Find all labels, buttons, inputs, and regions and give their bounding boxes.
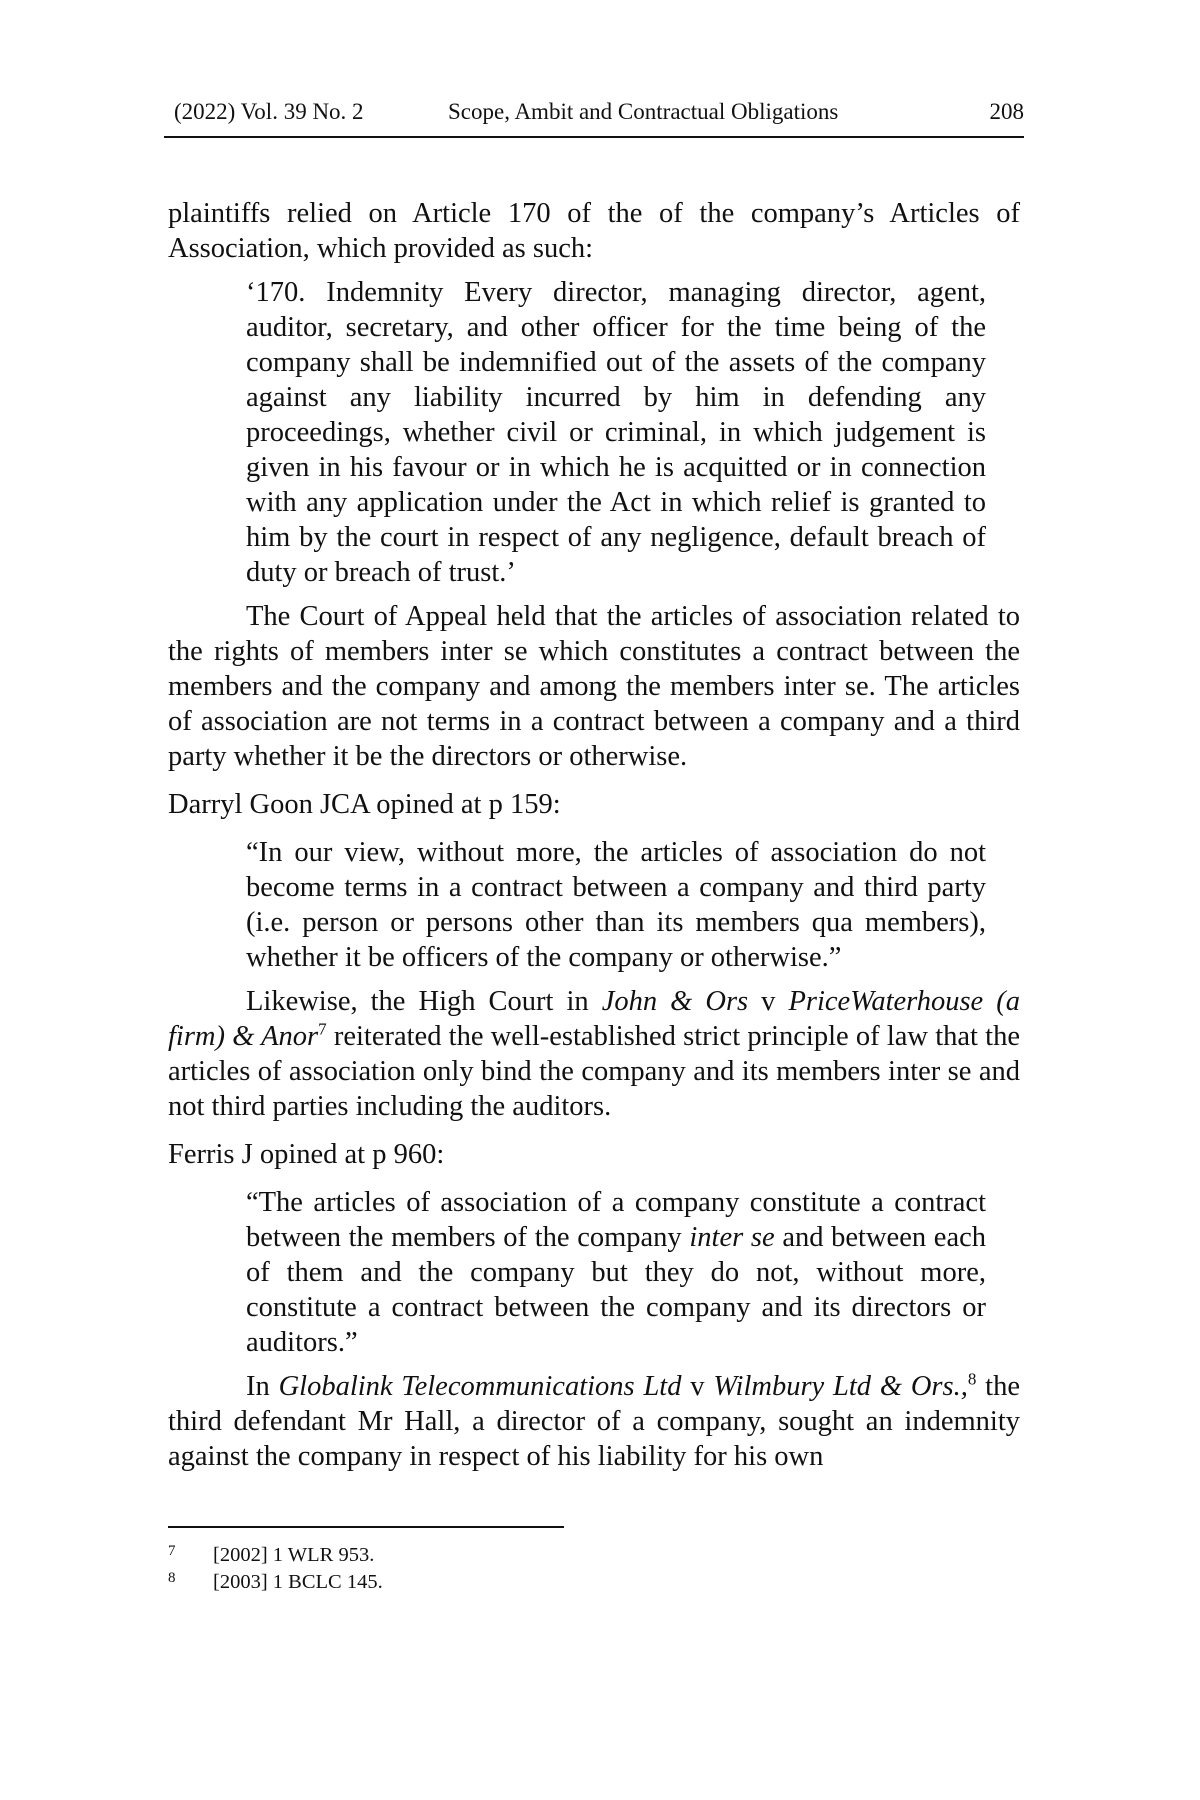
text-run: and between each of them and the company but they do not, without more, constitute a contract between the company and its directors or auditors.” [246, 1222, 986, 1358]
paragraph: plaintiffs relied on Article 170 of the of the company’s Articles of Association, which provided as such: [168, 198, 1020, 264]
case-name: PriceWaterhouse (a firm) & Anor [168, 986, 1020, 1052]
paragraph: The Court of Appeal held that the articles of association related to the rights of members inter se which constitutes a contract between the members and the company and among the members inter se. The articles of association are not terms in a contract between a company and a third party whether it be the directors or otherwise. [168, 601, 1020, 772]
case-name: Wilmbury Ltd & Ors., [713, 1371, 968, 1402]
footnote-text: [2003] 1 BCLC 145. [213, 1571, 383, 1593]
header-rule [164, 136, 1024, 138]
running-title: Scope, Ambit and Contractual Obligations [448, 99, 839, 124]
footnote-text: [2002] 1 WLR 953. [213, 1544, 375, 1566]
block-quote [246, 1185, 986, 1360]
italic-term: inter se [689, 1222, 775, 1253]
text-run: “The articles of association of a company constitute a contract between the members of the company [246, 1187, 986, 1253]
paragraph [168, 1369, 1020, 1474]
footnote-ref[interactable]: 8 [967, 1369, 977, 1389]
paragraph: Ferris J opined at p 960: [168, 1139, 445, 1170]
block-quote: ‘170. Indemnity Every director, managing director, agent, auditor, secretary, and other officer for the time being of the company shall be indemnified out of the assets of the company against any liability incurred by him in defending any proceedings, whether civil or criminal, in which judgement is given in his favour or in which he is acquitted or in connection with any application under the Act in which relief is granted to him by the court in respect of any negligence, default breach of duty or breach of trust.’ [246, 277, 986, 588]
page-number: 208 [989, 99, 1024, 124]
footnote-number: 7 [168, 1543, 176, 1559]
case-name: John & Ors [601, 986, 749, 1017]
block-quote: “In our view, without more, the articles of association do not become terms in a contract between a company and third party (i.e. person or persons other than its members qua members), whether it be officers of the company or otherwise.” [246, 837, 986, 973]
paragraph [168, 984, 1020, 1124]
text-run: Likewise, the High Court in [246, 986, 602, 1017]
text-run: v [681, 1371, 714, 1402]
text-run: reiterated the well-established strict principle of law that the articles of association only bind the company and its members inter se and not third parties including the auditors. [168, 1021, 1021, 1122]
text-run: In [246, 1371, 279, 1402]
paragraph: Darryl Goon JCA opined at p 159: [168, 789, 561, 820]
footnote-ref[interactable]: 7 [318, 1019, 327, 1039]
text-run: the third defendant Mr Hall, a director of a company, sought an indemnity against the company in respect of his liability for his own [168, 1371, 1020, 1472]
footnote-rule [168, 1526, 564, 1528]
journal-volume: (2022) Vol. 39 No. 2 [174, 99, 364, 124]
text-run: v [748, 986, 789, 1017]
case-name: Globalink Telecommunications Ltd [278, 1371, 682, 1402]
body-text [168, 196, 1020, 1474]
running-header [164, 95, 1024, 131]
footnote-number: 8 [168, 1570, 176, 1586]
